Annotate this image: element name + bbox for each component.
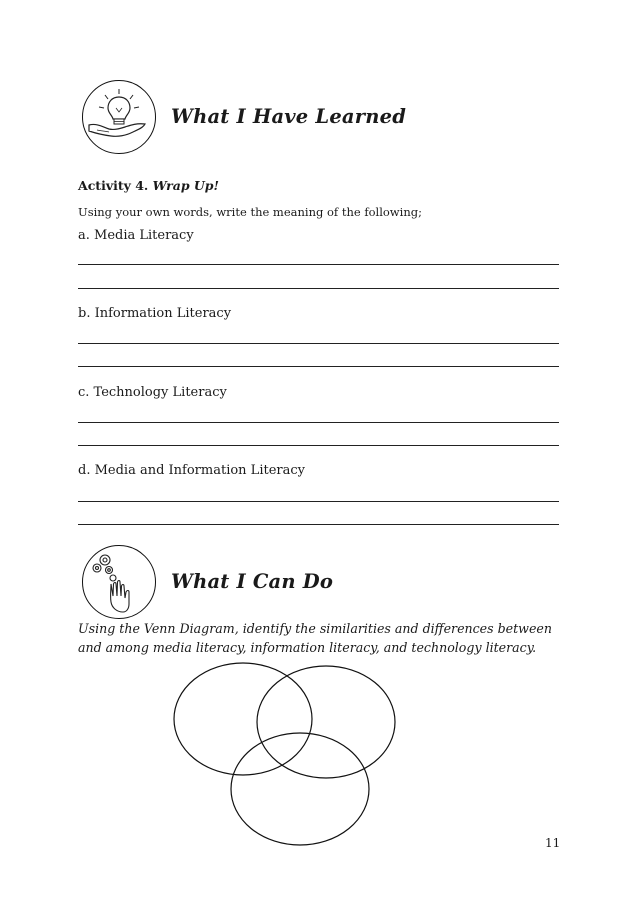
answer-line[interactable] (78, 422, 559, 423)
venn-circle-right (257, 666, 395, 778)
answer-line[interactable] (78, 524, 559, 525)
answer-line[interactable] (78, 264, 559, 265)
activity-heading (78, 178, 219, 193)
lightbulb-hand-icon (82, 80, 156, 154)
item-label-media-information-literacy: d. Media and Information Literacy (78, 463, 305, 478)
answer-line[interactable] (78, 288, 559, 289)
answer-line[interactable] (78, 343, 559, 344)
section-title: What I Have Learned (171, 105, 407, 128)
answer-line[interactable] (78, 445, 559, 446)
activity-name: Wrap Up! (152, 178, 220, 193)
page-number: 11 (545, 836, 561, 850)
activity-number: Activity 4. (78, 178, 149, 193)
venn-prompt: Using the Venn Diagram, identify the similarities and differences between and among media literacy, information literacy, and technology literacy. (78, 621, 552, 655)
activity-instruction: Using your own words, write the meaning of the following; (78, 205, 422, 219)
item-label-media-literacy: a. Media Literacy (78, 228, 194, 243)
answer-line[interactable] (78, 366, 559, 367)
section-title: What I Can Do (171, 570, 334, 593)
venn-diagram (168, 662, 408, 847)
hand-gears-icon (82, 545, 156, 619)
item-label-information-literacy: b. Information Literacy (78, 306, 232, 321)
answer-line[interactable] (78, 501, 559, 502)
item-label-technology-literacy: c. Technology Literacy (78, 385, 227, 400)
